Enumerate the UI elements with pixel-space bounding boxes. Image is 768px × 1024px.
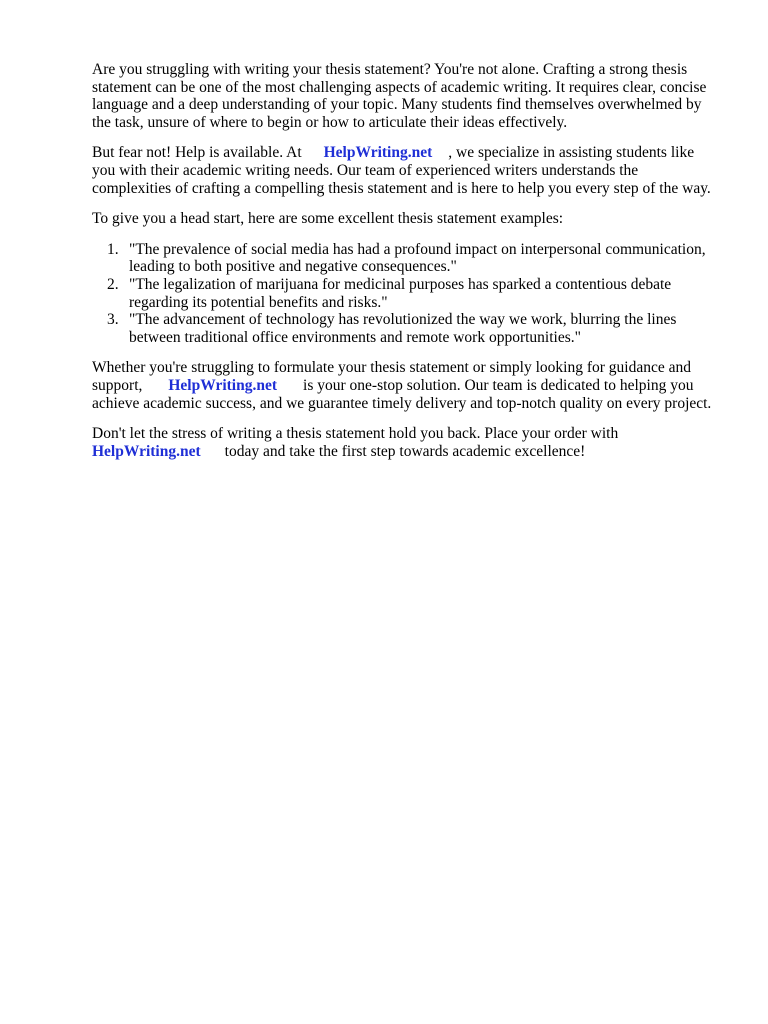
list-item-number: 2.: [107, 275, 119, 293]
list-item-number: 3.: [107, 311, 119, 329]
solution-paragraph-rest: is your one-stop solution. Our team is dedicated to helping you achieve academic success, and we guarantee timely delivery and top-notch quality on every project.: [92, 376, 712, 412]
list-item-number: 1.: [107, 240, 119, 258]
list-item: [92, 276, 712, 311]
help-paragraph-lead: But fear not! Help is available. At: [92, 144, 302, 162]
help-paragraph-rest: , we specialize in assisting students like you with their academic writing needs. Our team of experienced writers understands the complexities of crafting a compelling thesis statement and is here to help you every step of the way.: [92, 144, 711, 197]
solution-paragraph-lead: Whether you're struggling to formulate your thesis statement or simply looking for guidance and support,: [92, 359, 691, 394]
closing-paragraph: [92, 425, 712, 460]
list-item: [92, 241, 712, 276]
helpwriting-link-2[interactable]: HelpWriting.net: [168, 376, 278, 394]
list-item-text: "The advancement of technology has revolutionized the way we work, blurring the lines between traditional office environments and remote work opportunities.": [129, 311, 677, 346]
helpwriting-link-1[interactable]: HelpWriting.net: [323, 144, 433, 162]
closing-paragraph-rest: today and take the first step towards academic excellence!: [224, 442, 586, 460]
solution-paragraph: [92, 359, 712, 412]
list-item-text: "The legalization of marijuana for medicinal purposes has sparked a contentious debate regarding its potential benefits and risks.": [129, 275, 672, 311]
thesis-examples-list: [92, 241, 712, 347]
closing-paragraph-lead: Don't let the stress of writing a thesis statement hold you back. Place your order with: [92, 425, 619, 443]
intro-paragraph: Are you struggling with writing your thesis statement? You're not alone. Crafting a strong thesis statement can be one of the most challenging aspects of academic writing. It requires clear, concise language and a deep understanding of your topic. Many students find themselves overwhelmed by the task, unsure of where to begin or how to articulate their ideas effectively.: [92, 61, 707, 131]
list-item: [92, 311, 712, 346]
help-paragraph: [92, 144, 712, 197]
examples-intro-paragraph: To give you a head start, here are some excellent thesis statement examples:: [92, 210, 564, 228]
list-item-text: "The prevalence of social media has had a profound impact on interpersonal communication, leading to both positive and negative consequences.": [129, 240, 706, 276]
helpwriting-link-3[interactable]: HelpWriting.net: [92, 442, 201, 460]
